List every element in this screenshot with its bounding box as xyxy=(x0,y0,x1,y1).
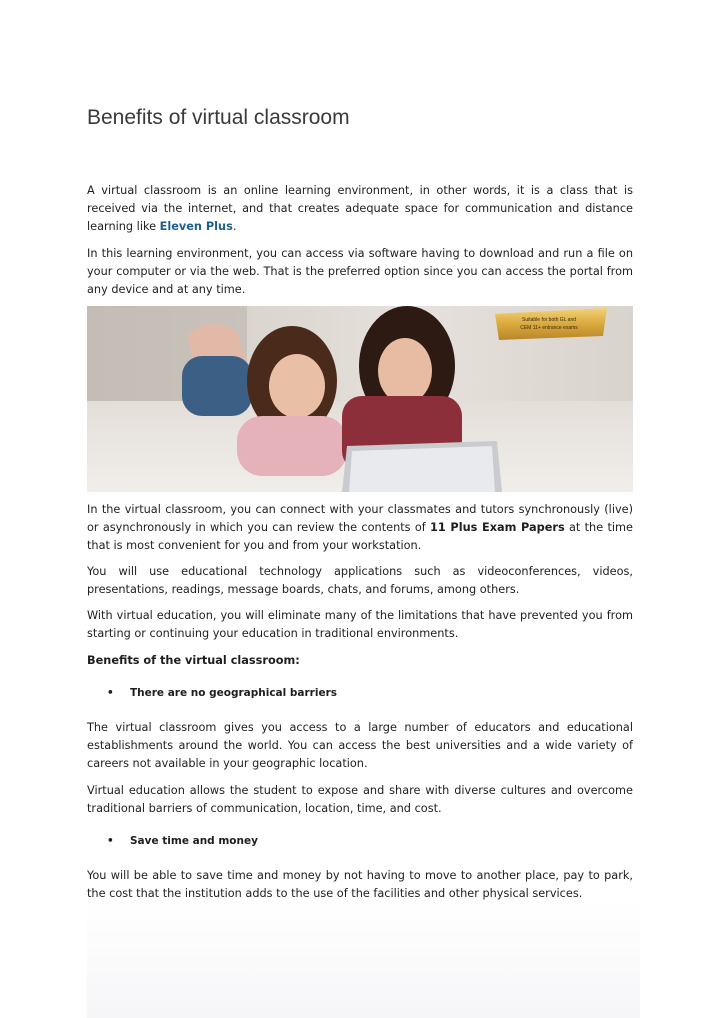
bullet-dot-icon: • xyxy=(107,835,114,847)
paragraph-2: In this learning environment, you can access via software having to download and run a file on your computer or via the web. That is the preferred option since you can access the portal from any device and at any time. xyxy=(87,247,633,296)
intro-text: A virtual classroom is an online learning environment, in other words, it is a class that is received via the internet, and that creates adequate space for communication and distance learning like xyxy=(87,184,633,233)
paragraph-8: Virtual education allows the student to expose and share with diverse cultures and overcome traditional barriers of communication, location, time, and cost. xyxy=(87,784,633,815)
intro-end: . xyxy=(232,220,237,233)
paragraph-9: You will be able to save time and money by not having to move to another place, pay to park, the cost that the institution adds to the use of the facilities and other physical services. xyxy=(87,869,633,900)
para3-before: In the virtual classroom, you can connect with your classmates and tutors synchronously (live) or asynchronously in which you can review the contents of xyxy=(87,503,633,534)
badge-text-line-2: CEM 11+ entrance exams xyxy=(520,325,578,331)
bullet-dot-icon: • xyxy=(107,687,114,699)
intro-paragraph xyxy=(87,182,633,236)
paragraph-3 xyxy=(87,501,633,555)
paragraph-7: The virtual classroom gives you access to a large number of educators and educational establishments around the world. You can access the best universities and a wide variety of careers not available in your geographic location. xyxy=(87,721,633,770)
benefits-subheading: Benefits of the virtual classroom: xyxy=(87,654,300,667)
paragraph-5: With virtual education, you will eliminate many of the limitations that have prevented you from starting or continuing your education in traditional environments. xyxy=(87,609,633,640)
paragraph-4: You will use educational technology applications such as videoconferences, videos, presentations, readings, message boards, chats, and forums, among others. xyxy=(87,565,633,596)
exam-papers-bold: 11 Plus Exam Papers xyxy=(430,521,565,534)
page-title: Benefits of virtual classroom xyxy=(87,106,350,129)
page-bottom-fade xyxy=(87,900,640,1018)
photo-illustration xyxy=(87,306,633,492)
bullet-label: There are no geographical barriers xyxy=(130,687,337,699)
virtual-classroom-photo xyxy=(87,306,633,492)
para3-after: at the time that is most convenient for you and from your workstation. xyxy=(87,521,633,552)
badge-text-line-1: Suitable for both GL and xyxy=(521,317,577,323)
bullet-label: Save time and money xyxy=(130,835,258,847)
eleven-plus-link[interactable]: Eleven Plus xyxy=(159,220,233,233)
